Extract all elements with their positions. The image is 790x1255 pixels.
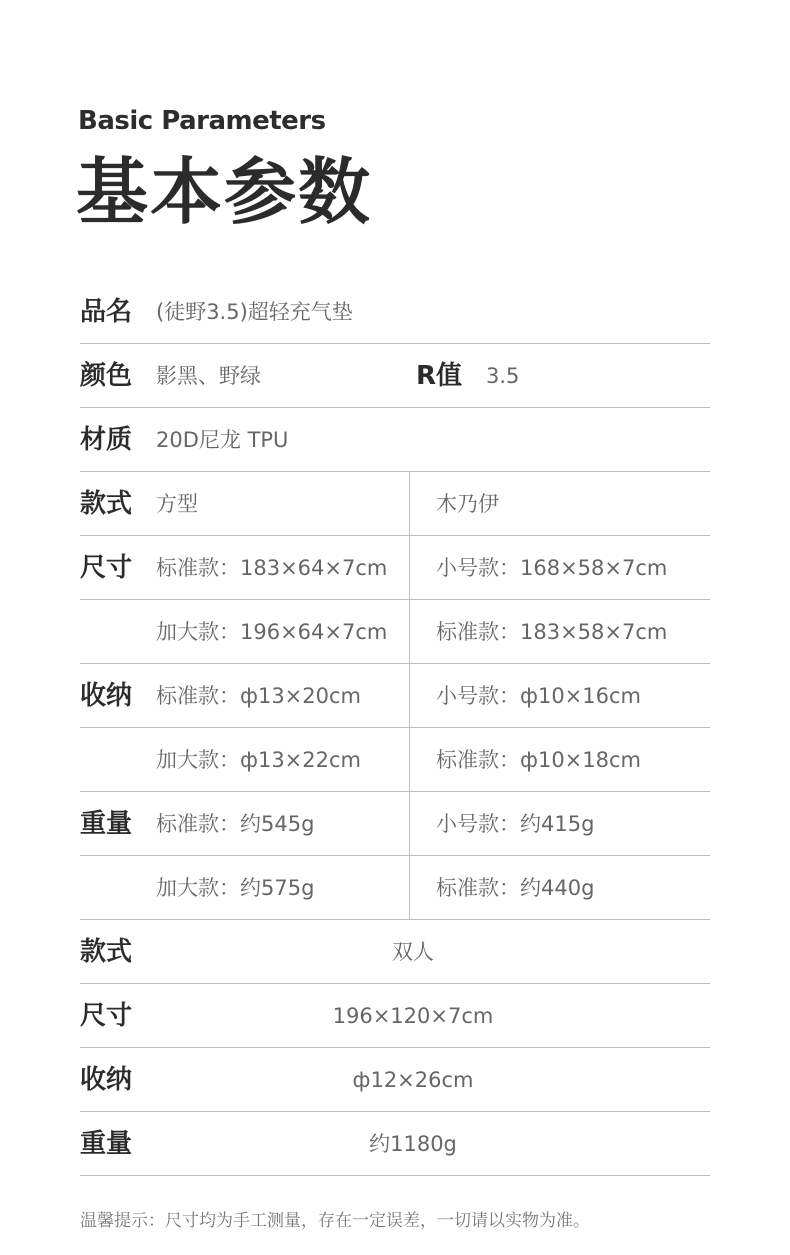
label-material: 材质: [80, 425, 133, 455]
value-pack-left: 标准款：ф13×20cm: [156, 684, 361, 708]
value-weight-right: 小号款：约415g: [436, 812, 595, 836]
value-size-right: 小号款：168×58×7cm: [436, 556, 668, 580]
row-weight-1: [80, 792, 710, 856]
value-style-square: 方型: [156, 492, 198, 516]
label-double-pack: 收纳: [80, 1065, 133, 1095]
row-double-weight: [80, 1112, 710, 1176]
value-double-weight: 约1180g: [369, 1132, 457, 1156]
value-material: 20D尼龙 TPU: [156, 428, 289, 452]
label-color: 颜色: [80, 361, 133, 391]
label-weight: 重量: [80, 809, 133, 839]
title-chinese: 基本参数: [76, 150, 373, 234]
row-product-name: [80, 280, 710, 344]
row-color: [80, 344, 710, 408]
label-size: 尺寸: [80, 553, 133, 583]
value-color: 影黑、野绿: [156, 364, 261, 388]
row-weight-2: [80, 856, 710, 920]
row-pack-1: [80, 664, 710, 728]
value-pack-left: 加大款：ф13×22cm: [156, 748, 361, 772]
row-double-size: [80, 984, 710, 1048]
value-r-value: 3.5: [486, 364, 520, 388]
value-product-name: (徒野3.5)超轻充气垫: [156, 300, 353, 324]
label-pack: 收纳: [80, 681, 133, 711]
label-product-name: 品名: [80, 297, 133, 327]
value-pack-right: 标准款：ф10×18cm: [436, 748, 641, 772]
label-double-style: 款式: [80, 937, 133, 967]
row-size-1: [80, 536, 710, 600]
row-double-pack: [80, 1048, 710, 1112]
row-double-style: [80, 920, 710, 984]
value-double-size: 196×120×7cm: [332, 1004, 494, 1028]
value-size-left: 加大款：196×64×7cm: [156, 620, 388, 644]
disclaimer-note: 温馨提示：尺寸均为手工测量，存在一定误差，一切请以实物为准。: [80, 1211, 590, 1231]
label-double-size: 尺寸: [80, 1001, 133, 1031]
parameters-table: [80, 280, 710, 1176]
value-pack-right: 小号款：ф10×16cm: [436, 684, 641, 708]
value-size-left: 标准款：183×64×7cm: [156, 556, 388, 580]
value-weight-right: 标准款：约440g: [436, 876, 595, 900]
value-weight-left: 标准款：约545g: [156, 812, 315, 836]
value-double-style: 双人: [392, 940, 434, 964]
row-size-2: [80, 600, 710, 664]
title-english: Basic Parameters: [78, 106, 326, 136]
value-size-right: 标准款：183×58×7cm: [436, 620, 668, 644]
label-double-weight: 重量: [80, 1129, 133, 1159]
row-material: [80, 408, 710, 472]
label-style: 款式: [80, 489, 133, 519]
value-weight-left: 加大款：约575g: [156, 876, 315, 900]
value-double-pack: ф12×26cm: [352, 1068, 474, 1092]
label-r-value: R值: [416, 361, 463, 391]
row-style: [80, 472, 710, 536]
value-style-mummy: 木乃伊: [436, 492, 499, 516]
row-pack-2: [80, 728, 710, 792]
